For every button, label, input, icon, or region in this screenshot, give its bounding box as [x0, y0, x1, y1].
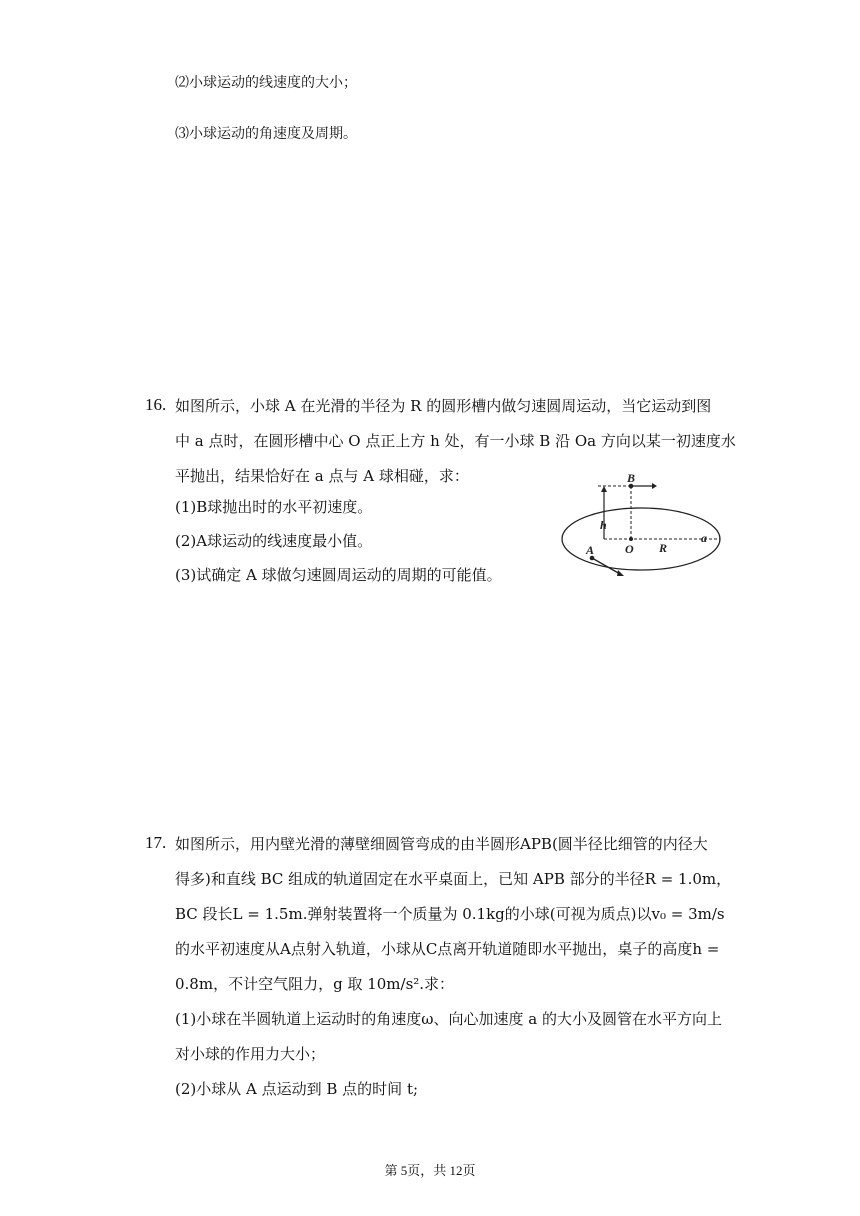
q16-line-2: 中 a 点时，在圆形槽中心 O 点正上方 h 处，有一小球 B 沿 Oa 方向以某一初速度水	[175, 432, 736, 450]
q17-line-1: 如图所示，用内壁光滑的薄壁细圆管弯成的由半圆形APB(圆半径比细管的内径大	[175, 835, 708, 853]
q16-line-3: 平抛出，结果恰好在 a 点与 A 球相碰，求：	[175, 467, 469, 485]
label-a-point: a	[701, 531, 707, 545]
page-footer: 第 5页，共 12页	[384, 1163, 476, 1178]
q15-part3: ⑶小球运动的角速度及周期。	[175, 126, 357, 142]
q16-number: 16.	[145, 395, 167, 414]
q15-part2: ⑵小球运动的线速度的大小；	[175, 75, 357, 91]
q17-number: 17.	[145, 833, 167, 852]
q17-line-8: (2)小球从 A 点运动到 B 点的时间 t;	[175, 1080, 419, 1098]
q17-line-5: 0.8m，不计空气阻力，g 取 10m/s².求：	[175, 975, 455, 993]
a-velocity-arrow	[592, 558, 620, 574]
q16-line-1: 如图所示，小球 A 在光滑的半径为 R 的圆形槽内做匀速圆周运动，当它运动到图	[175, 397, 712, 415]
q16-part-2: (2)A球运动的线速度最小值。	[175, 532, 373, 550]
q17-line-3: BC 段长L = 1.5m.弹射装置将一个质量为 0.1kg的小球(可视为质点)以v₀ = 3m/s	[175, 905, 725, 923]
label-o: O	[625, 542, 634, 556]
label-r: R	[659, 541, 668, 555]
q16-part-1: (1)B球抛出时的水平初速度。	[175, 498, 373, 516]
label-a-ball: A	[586, 543, 595, 557]
q17-line-4: 的水平初速度从A点射入轨道，小球从C点离开轨道随即水平抛出，桌子的高度h =	[175, 940, 720, 958]
center-o	[629, 537, 633, 541]
q17-line-6: (1)小球在半圆轨道上运动时的角速度ω、向心加速度 a 的大小及圆管在水平方向上	[175, 1010, 722, 1028]
label-b: B	[627, 471, 636, 485]
q17-line-7: 对小球的作用力大小；	[175, 1045, 326, 1063]
q16-part-3: (3)试确定 A 球做匀速圆周运动的周期的可能值。	[175, 566, 502, 584]
q16-figure	[556, 470, 726, 585]
q17-line-2: 得多)和直线 BC 组成的轨道固定在水平桌面上，已知 APB 部分的半径R = 1.0m，	[175, 870, 732, 888]
label-h: h	[600, 518, 607, 532]
